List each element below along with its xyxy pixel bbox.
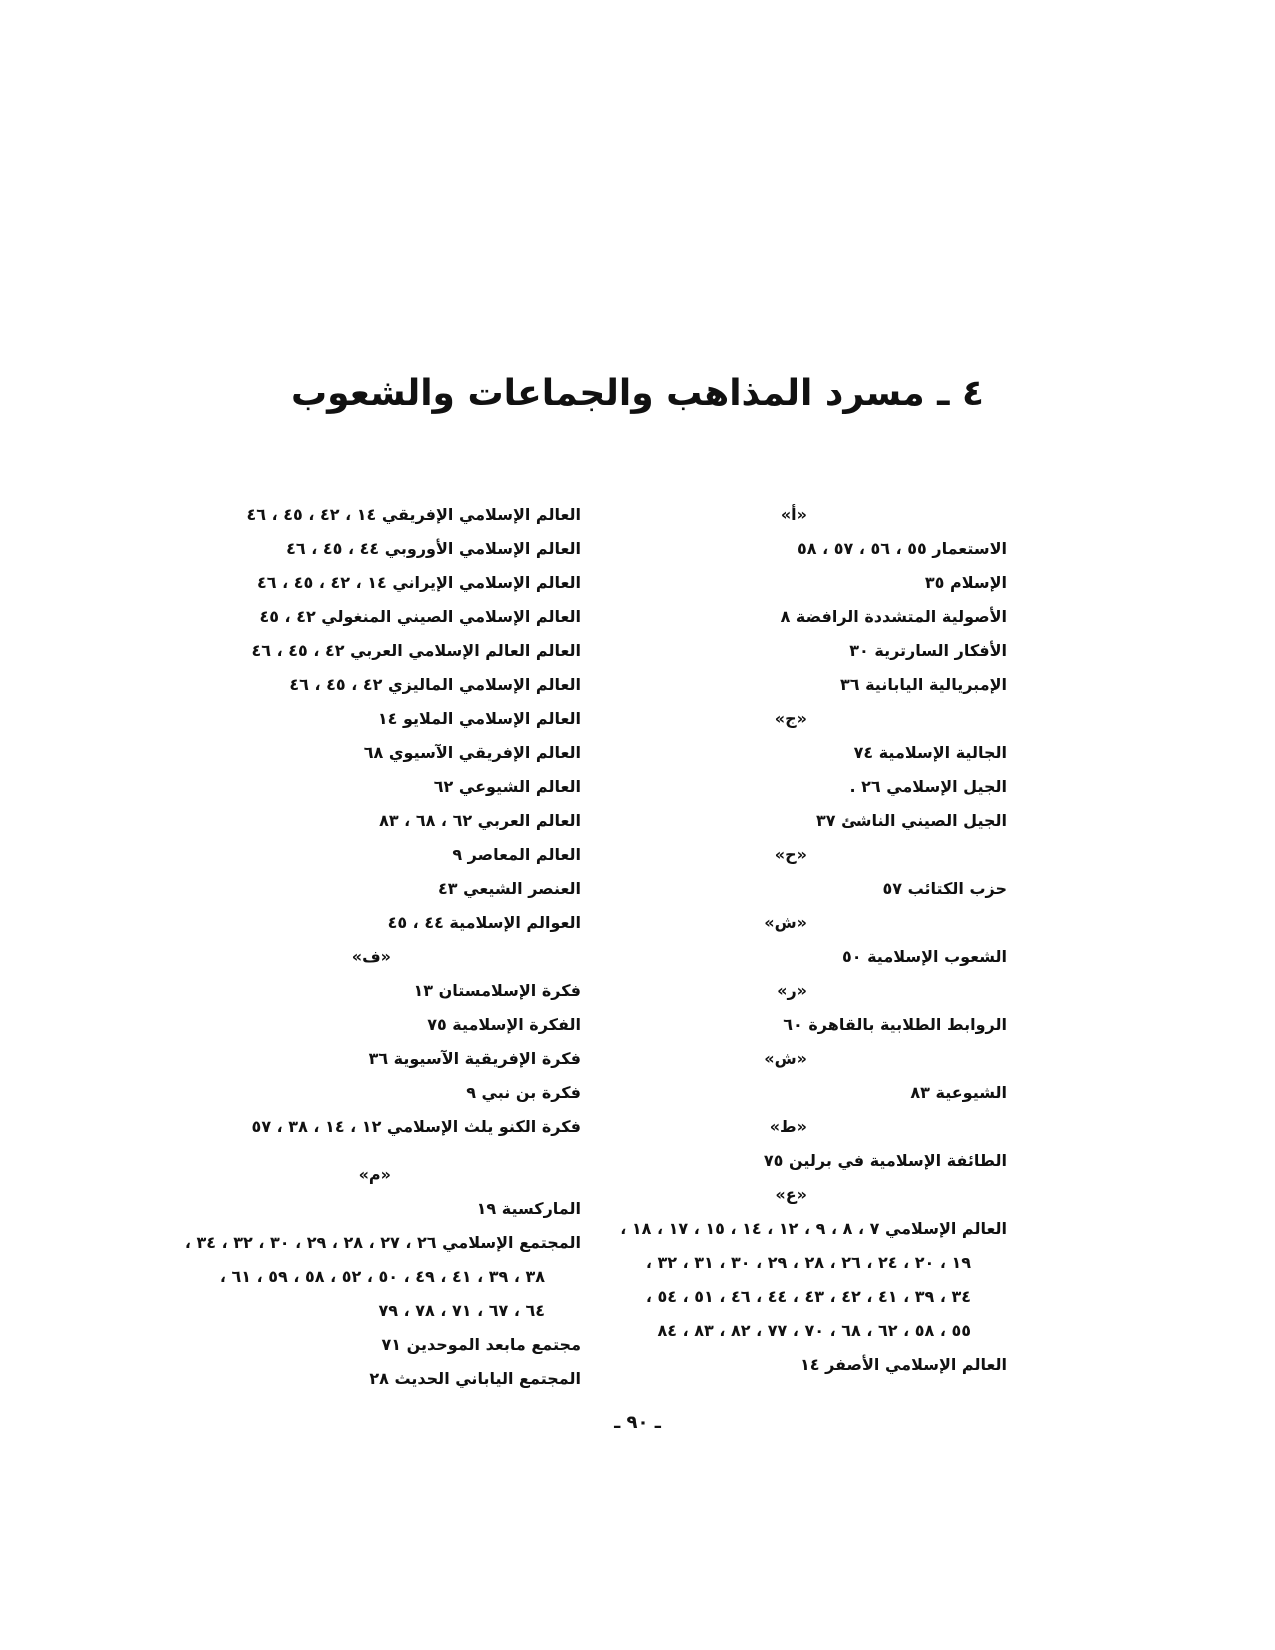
letter-heading: «ح» [774, 845, 807, 864]
index-entry: الجالية الإسلامية ٧٤ [853, 743, 1007, 762]
letter-heading: «ش» [764, 913, 807, 932]
index-entry: العوالم الإسلامية ٤٤ ، ٤٥ [387, 913, 581, 932]
index-entry: الجيل الصيني الناشئ ٣٧ [815, 811, 1007, 830]
index-entry-continuation: ١٩ ، ٢٠ ، ٢٤ ، ٢٦ ، ٢٨ ، ٢٩ ، ٣٠ ، ٣١ ، ٣٢ ، [645, 1253, 971, 1272]
index-entry: الفكرة الإسلامية ٧٥ [427, 1015, 581, 1034]
index-entry: مجتمع مابعد الموحدين ٧١ [381, 1335, 581, 1354]
index-entry: الأفكار السارترية ٣٠ [849, 641, 1007, 660]
index-entry: العالم الإسلامي الماليزي ٤٢ ، ٤٥ ، ٤٦ [289, 675, 581, 694]
index-entry: العالم الإسلامي الأوروبي ٤٤ ، ٤٥ ، ٤٦ [286, 539, 581, 558]
index-entry: الطائفة الإسلامية في برلين ٧٥ [763, 1151, 1007, 1170]
index-entry: العالم الإسلامي الملايو ١٤ [377, 709, 581, 728]
index-entry: الشعوب الإسلامية ٥٠ [841, 947, 1007, 966]
index-entry: العالم الإفريقي الآسيوي ٦٨ [363, 743, 581, 762]
letter-heading: «ر» [777, 981, 807, 1000]
index-entry: العالم العالم الإسلامي العربي ٤٢ ، ٤٥ ، ٤٦ [251, 641, 581, 660]
index-entry: حزب الكتائب ٥٧ [882, 879, 1007, 898]
index-entry: العالم الشيوعي ٦٢ [433, 777, 581, 796]
page-title: ٤ ـ مسرد المذاهب والجماعات والشعوب [291, 373, 984, 414]
index-entry: الماركسية ١٩ [476, 1199, 581, 1218]
index-entry: الإسلام ٣٥ [924, 573, 1007, 592]
index-entry: العالم الإسلامي الصيني المنغولي ٤٢ ، ٤٥ [259, 607, 581, 626]
index-entry: العالم العربي ٦٢ ، ٦٨ ، ٨٣ [379, 811, 581, 830]
letter-heading: «ط» [769, 1117, 807, 1136]
spacer [61, 1144, 581, 1158]
index-entry: العنصر الشيعي ٤٣ [438, 879, 581, 898]
letter-heading: «أ» [780, 505, 807, 524]
index-entry: المجتمع الإسلامي ٢٦ ، ٢٧ ، ٢٨ ، ٢٩ ، ٣٠ ، ٣٢ ، ٣٤ ، [184, 1233, 581, 1252]
index-entry: العالم الإسلامي الأصفر ١٤ [799, 1355, 1007, 1374]
index-entry: فكرة الإسلامستان ١٣ [413, 981, 581, 1000]
page-number: ـ ٩٠ ـ [614, 1412, 661, 1433]
index-entry-continuation: ٣٤ ، ٣٩ ، ٤١ ، ٤٢ ، ٤٣ ، ٤٤ ، ٤٦ ، ٥١ ، ٥٤ ، [645, 1287, 971, 1306]
index-entry: الأصولية المتشددة الرافضة ٨ [780, 607, 1007, 626]
index-entry: فكرة الإفريقية الآسيوية ٣٦ [368, 1049, 581, 1068]
index-entry: العالم الإسلامي الإفريقي ١٤ ، ٤٢ ، ٤٥ ، ٤٦ [246, 505, 581, 524]
index-column-right [607, 498, 1007, 1382]
index-entry: المجتمع الياباني الحديث ٢٨ [369, 1369, 581, 1388]
letter-heading: «ش» [764, 1049, 807, 1068]
index-entry: الاستعمار ٥٥ ، ٥٦ ، ٥٧ ، ٥٨ [797, 539, 1007, 558]
index-entry: العالم الإسلامي ٧ ، ٨ ، ٩ ، ١٢ ، ١٤ ، ١٥ ، ١٧ ، ١٨ ، [620, 1219, 1007, 1238]
index-column-left [61, 498, 581, 1396]
index-entry: العالم الإسلامي الإيراني ١٤ ، ٤٢ ، ٤٥ ، ٤٦ [257, 573, 581, 592]
letter-heading: «م» [358, 1165, 391, 1184]
index-entry: الإمبريالية اليابانية ٣٦ [839, 675, 1007, 694]
index-entry: فكرة الكنو يلث الإسلامي ١٢ ، ١٤ ، ٣٨ ، ٥٧ [251, 1117, 581, 1136]
index-entry: الجيل الإسلامي ٢٦ . [849, 777, 1007, 796]
index-entry: الشيوعية ٨٣ [910, 1083, 1007, 1102]
index-entry: فكرة بن نبي ٩ [466, 1083, 581, 1102]
index-entry: الروابط الطلابية بالقاهرة ٦٠ [783, 1015, 1007, 1034]
letter-heading: «ج» [774, 709, 807, 728]
letter-heading: «ع» [775, 1185, 807, 1204]
index-entry: العالم المعاصر ٩ [452, 845, 581, 864]
letter-heading: «ف» [351, 947, 391, 966]
index-entry-continuation: ٥٥ ، ٥٨ ، ٦٢ ، ٦٨ ، ٧٠ ، ٧٧ ، ٨٢ ، ٨٣ ، ٨٤ [657, 1321, 971, 1340]
index-entry-continuation: ٦٤ ، ٦٧ ، ٧١ ، ٧٨ ، ٧٩ [378, 1301, 545, 1320]
index-entry-continuation: ٣٨ ، ٣٩ ، ٤١ ، ٤٩ ، ٥٠ ، ٥٢ ، ٥٨ ، ٥٩ ، ٦١ ، [219, 1267, 545, 1286]
